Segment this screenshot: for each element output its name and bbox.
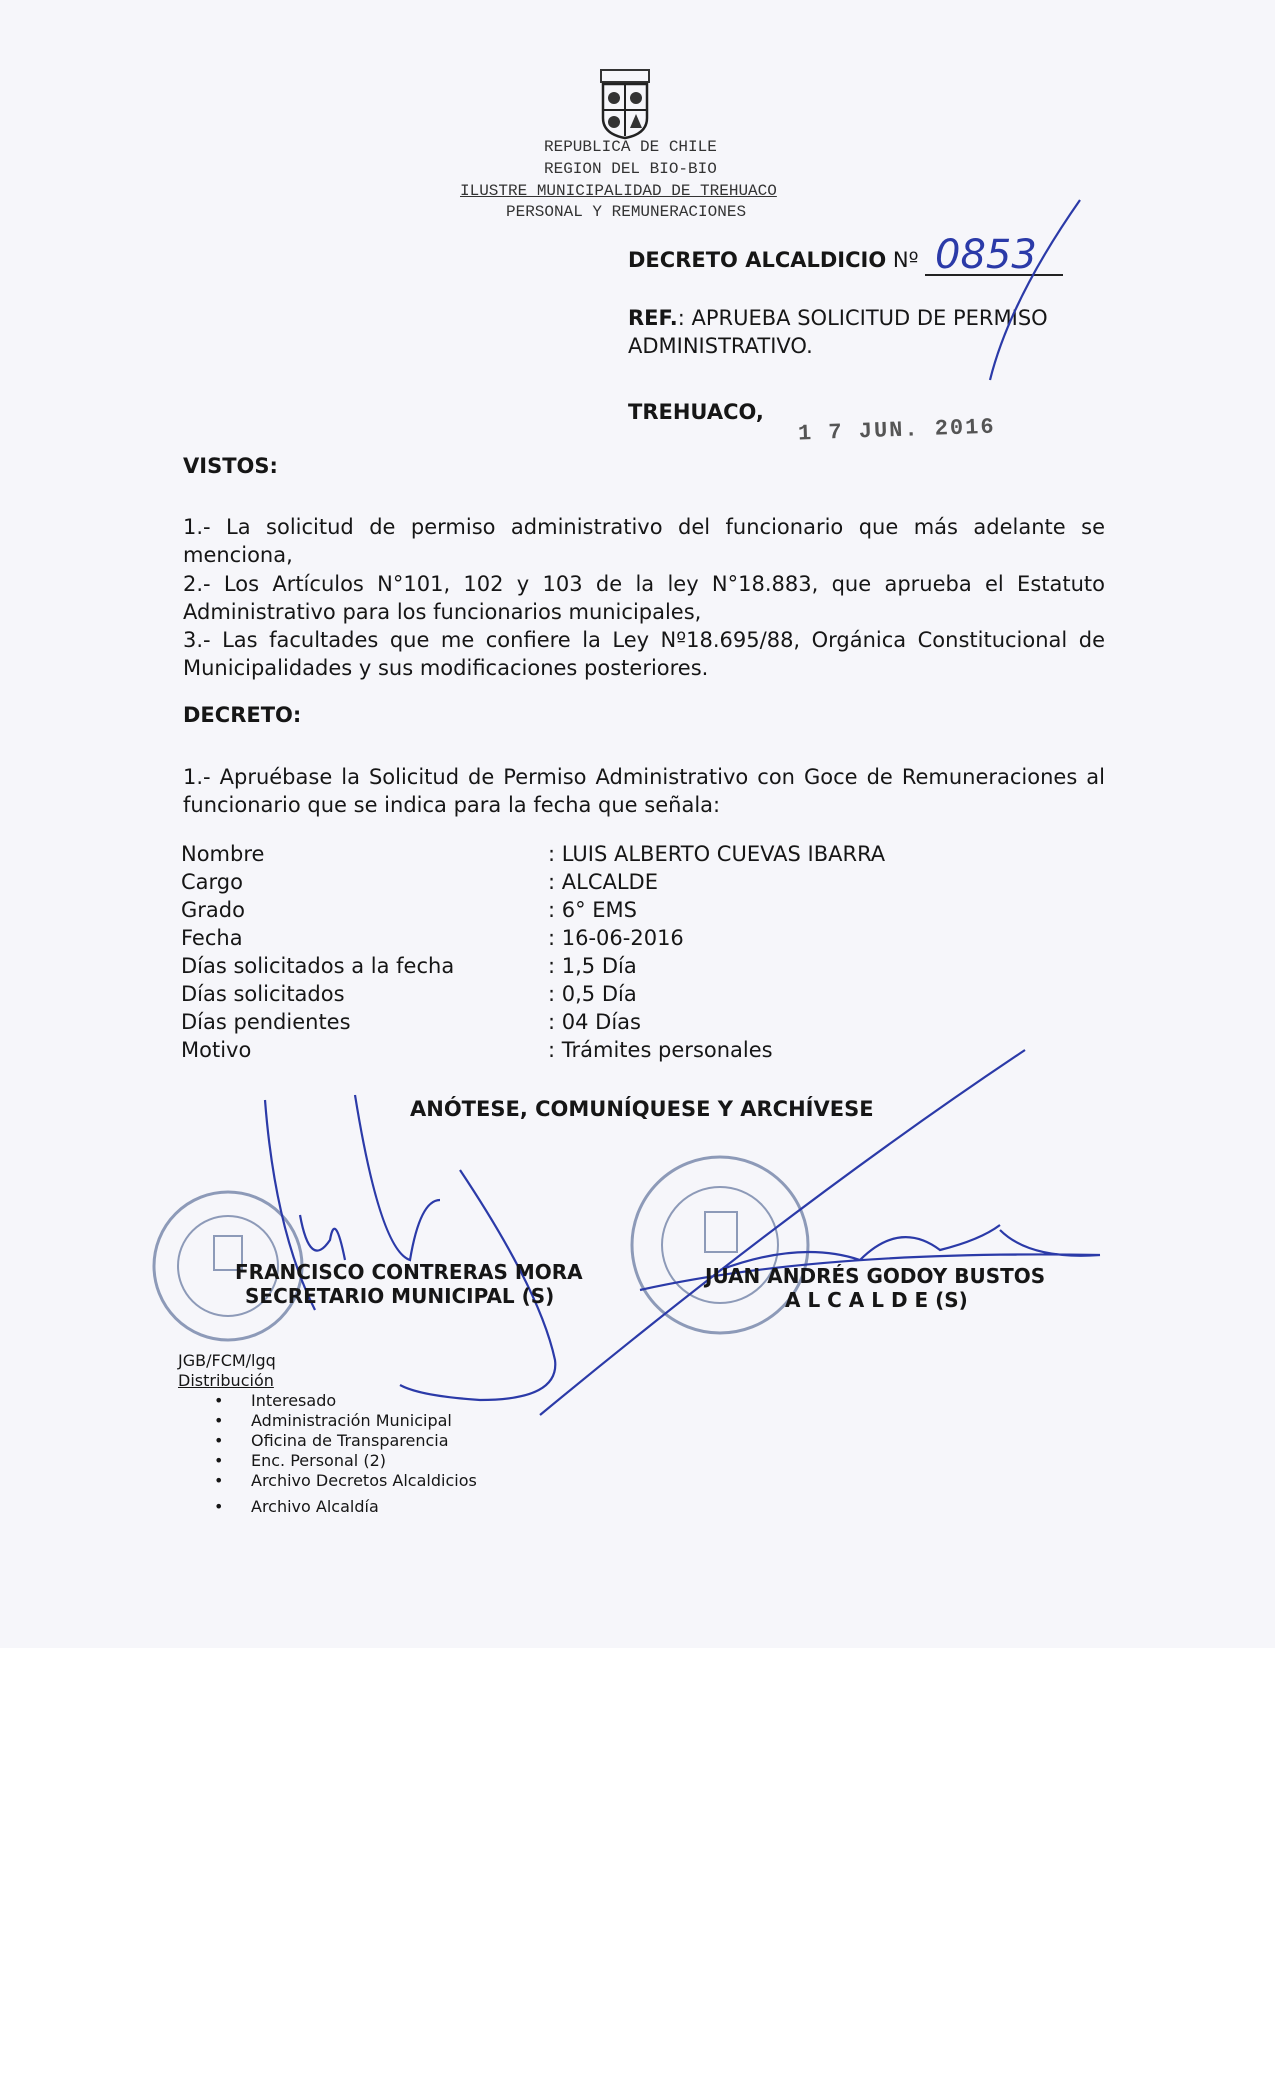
field-value: : LUIS ALBERTO CUEVAS IBARRA: [548, 842, 886, 866]
decreto-heading: DECRETO:: [183, 703, 302, 727]
decree-title-text: DECRETO ALCALDICIO: [628, 248, 887, 272]
field-value: : 1,5 Día: [548, 954, 637, 978]
signer-name: JUAN ANDRÉS GODOY BUSTOS: [705, 1264, 1046, 1288]
ref-label: REF.: [628, 306, 678, 330]
field-value: : ALCALDE: [548, 870, 658, 894]
decree-number: 0853: [935, 232, 1037, 278]
header-line: REGION DEL BIO-BIO: [544, 160, 717, 178]
vistos-item: 2.- Los Artículos N°101, 102 y 103 de la ley N°18.883, que aprueba el Estatuto Administrativo para los funcionarios municipales,: [183, 572, 1105, 624]
field-label: Fecha: [181, 926, 243, 950]
place: TREHUACO,: [628, 400, 764, 424]
decree-number-label: Nº: [892, 248, 919, 272]
ref-text: : APRUEBA SOLICITUD DE PERMISO: [677, 306, 1048, 330]
field-value: : 04 Días: [548, 1010, 641, 1034]
ref-text-2: ADMINISTRATIVO.: [628, 334, 813, 358]
field-value: : 6° EMS: [548, 898, 638, 922]
field-label: Nombre: [181, 842, 265, 866]
initials: JGB/FCM/lgq: [178, 1351, 276, 1370]
bullet-icon: •: [214, 1471, 224, 1490]
header-line: PERSONAL Y REMUNERACIONES: [506, 203, 747, 221]
vistos-item: 1.- La solicitud de permiso administrativo del funcionario que más adelante se menciona,: [183, 515, 1105, 567]
header-line: REPUBLICA DE CHILE: [544, 138, 717, 156]
decreto-item: 1.- Apruébase la Solicitud de Permiso Administrativo con Goce de Remuneraciones al funcionario que se indica para la fecha que señala:: [183, 765, 1105, 817]
distribution-item: Archivo Alcaldía: [251, 1497, 379, 1516]
distribution-item: Enc. Personal (2): [251, 1451, 386, 1470]
field-value: : 0,5 Día: [548, 982, 637, 1006]
vistos-heading: VISTOS:: [183, 454, 278, 478]
field-label: Motivo: [181, 1038, 252, 1062]
date-stamp: 1 7 JUN. 2016: [797, 414, 997, 447]
field-label: Días solicitados: [181, 982, 345, 1006]
field-label: Grado: [181, 898, 245, 922]
bullet-icon: •: [214, 1411, 224, 1430]
bullet-icon: •: [214, 1497, 224, 1516]
signer-role: SECRETARIO MUNICIPAL (S): [245, 1284, 555, 1308]
vistos-item: 3.- Las facultades que me confiere la Ley Nº18.695/88, Orgánica Constitucional de Municipalidades y sus modificaciones posteriores.: [183, 628, 1105, 680]
signer-name: FRANCISCO CONTRERAS MORA: [235, 1260, 583, 1284]
distribution-heading: Distribución: [178, 1371, 274, 1390]
bullet-icon: •: [214, 1451, 224, 1470]
field-value: : 16-06-2016: [548, 926, 684, 950]
bullet-icon: •: [214, 1391, 224, 1410]
field-label: Días pendientes: [181, 1010, 351, 1034]
distribution-item: Administración Municipal: [251, 1411, 452, 1430]
field-label: Cargo: [181, 870, 243, 894]
distribution-item: Interesado: [251, 1391, 337, 1410]
field-label: Días solicitados a la fecha: [181, 954, 455, 978]
closing-formula: ANÓTESE, COMUNÍQUESE Y ARCHÍVESE: [410, 1097, 874, 1121]
distribution-item: Archivo Decretos Alcaldicios: [251, 1471, 477, 1490]
distribution-item: Oficina de Transparencia: [251, 1431, 449, 1450]
field-value: : Trámites personales: [548, 1038, 773, 1062]
bullet-icon: •: [214, 1431, 224, 1450]
header-line: ILUSTRE MUNICIPALIDAD DE TREHUACO: [460, 182, 777, 200]
signer-role: A L C A L D E (S): [785, 1288, 968, 1312]
